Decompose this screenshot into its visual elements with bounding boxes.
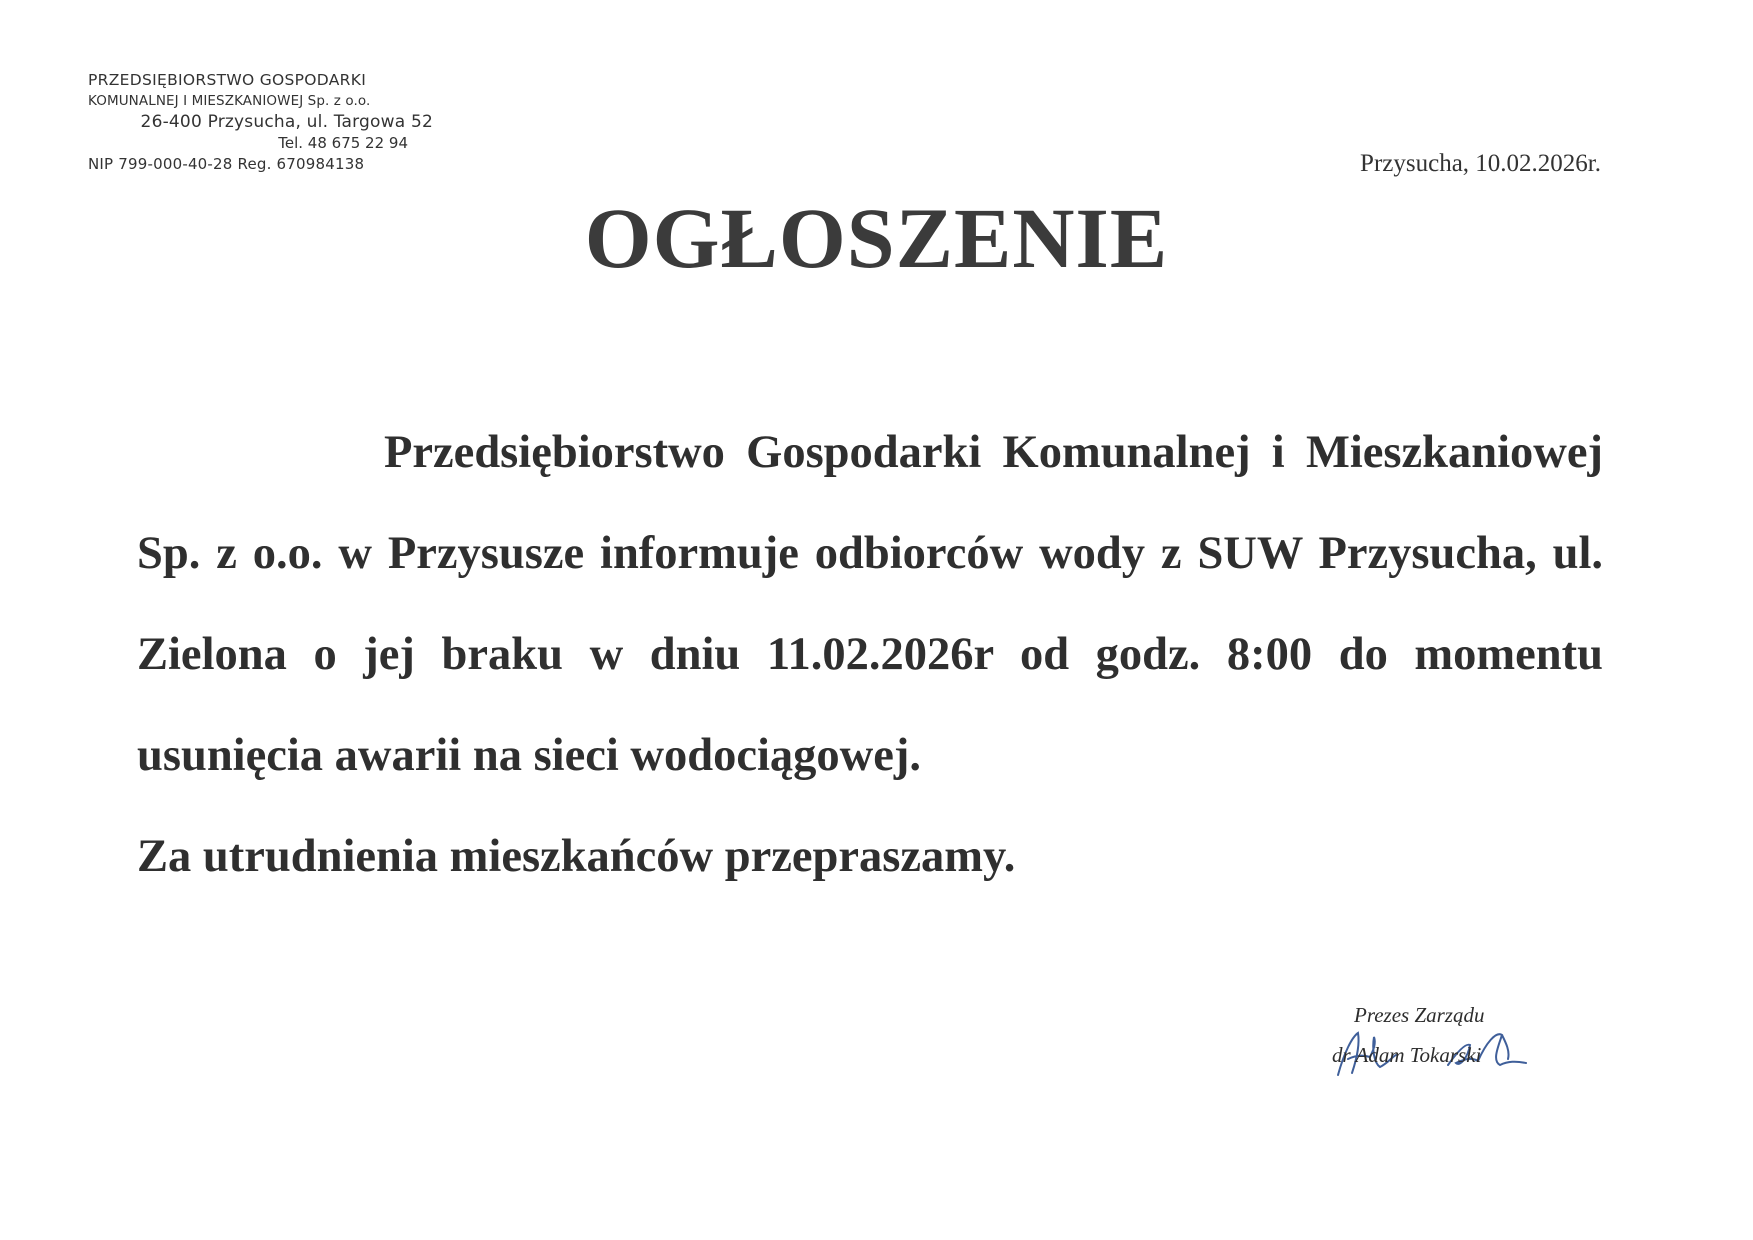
announcement-body bbox=[137, 402, 1603, 907]
document-title: OGŁOSZENIE bbox=[584, 190, 1169, 286]
document-date: Przysucha, 10.02.2026r. bbox=[1360, 150, 1601, 177]
apology-paragraph: Za utrudnienia mieszkańców przepraszamy. bbox=[137, 831, 1016, 882]
stamp-company-name-line2: KOMUNALNEJ I MIESZKANIOWEJ Sp. z o.o. bbox=[88, 93, 371, 109]
signatory-name: dr Adam Tokarski bbox=[1332, 1043, 1482, 1067]
signature-block bbox=[1330, 1003, 1570, 1093]
stamp-phone: Tel. 48 675 22 94 bbox=[278, 134, 408, 152]
stamp-address: 26-400 Przysucha, ul. Targowa 52 bbox=[140, 112, 433, 132]
signatory-title: Prezes Zarządu bbox=[1354, 1003, 1485, 1027]
stamp-company-name-line1: PRZEDSIĘBIORSTWO GOSPODARKI bbox=[88, 71, 367, 89]
announcement-paragraph: Przedsiębiorstwo Gospodarki Komunalnej i Mieszkaniowej Sp. z o.o. w Przysusze informuje odbiorców wody z SUW Przysucha, ul. Zielona o jej braku w dniu 11.02.2026r od godz. 8:00 do momentu usunięcia awarii na sieci wodociągowej. bbox=[137, 427, 1603, 781]
company-stamp bbox=[88, 70, 433, 175]
stamp-nip-reg: NIP 799-000-40-28 Reg. 670984138 bbox=[88, 155, 365, 173]
